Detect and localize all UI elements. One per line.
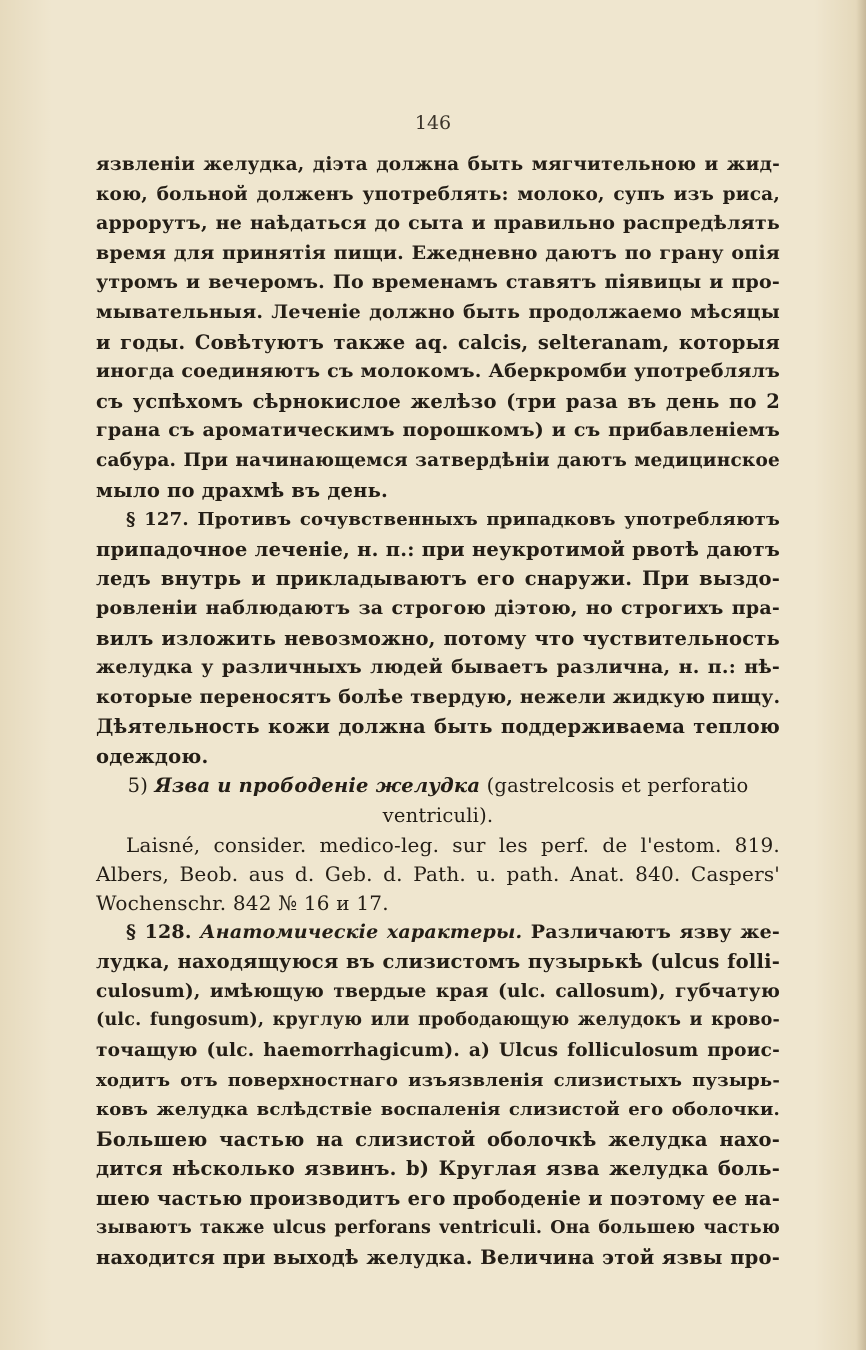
text-line: шею частью производитъ его прободеніе и поэтому ее на- [96,1187,780,1210]
reference-line: Laisné, consider. medico-leg. sur les perf. de l'estom. 819. [126,832,780,857]
page-body [96,150,780,1273]
reference-line: Wochenschr. 842 № 16 и 17. [96,890,389,915]
text-line: ровленіи наблюдаютъ за строгою діэтою, но строгихъ пра- [96,596,780,619]
text-line: иногда соединяютъ съ молокомъ. Аберкромби употреблялъ [96,360,780,383]
text-line: мыло по драхмѣ въ день. [96,478,389,502]
paragraph-127-start: § 127. Противъ сочувственныхъ припадковъ употребляютъ [126,509,780,531]
paragraph-italic-title: Анатомическіе характеры. [200,920,523,943]
section-number: 5) [127,774,149,798]
text-line: сабура. При начинающемся затвердѣніи даютъ медицинское [96,449,780,471]
text-line: желудка у различныхъ людей бываетъ различна, н. п.: нѣ- [96,656,780,679]
text-line: Дѣятельность кожи должна быть поддерживаема теплою [96,715,780,739]
text-line: кою, больной долженъ употреблять: молоко, супъ изъ риса, [96,183,780,205]
text-line: дится нѣсколько язвинъ. b) Круглая язва желудка боль- [96,1157,780,1181]
text-line: зываютъ также ulcus perforans ventriculi. Она большею частью [96,1217,780,1238]
text-line: грана съ ароматическимъ порошкомъ) и съ прибавленіемъ [96,419,780,442]
text-line: находится при выходѣ желудка. Величина этой язвы про- [96,1246,780,1270]
text-line: ходитъ отъ поверхностнаго изъязвленія слизистыхъ пузырь- [96,1069,780,1091]
text-line: утромъ и вечеромъ. По временамъ ставятъ піявицы и про- [96,271,780,294]
text-line: время для принятія пищи. Ежедневно даютъ по грану опія [96,241,780,264]
text-line: мывательныя. Леченіе должно быть продолжаемо мѣсяцы [96,300,780,323]
text-line: точащую (ulc. haemorrhagicum). a) Ulcus folliculosum проис- [96,1040,780,1062]
text-line: аррорутъ, не наѣдаться до сыта и правильно распредѣлять [96,212,780,235]
text-line: припадочное леченіе, н. п.: при неукротимой рвотѣ даютъ [96,537,780,561]
text-line: лудка, находящуюся въ слизистомъ пузырькѣ (ulcus folli- [96,950,780,974]
reference-line: Albers, Beob. aus d. Geb. d. Path. u. path. Anat. 840. Caspers' [96,861,780,886]
text-line: язвленіи желудка, діэта должна быть мягчительною и жид- [96,154,780,175]
text-line: и годы. Совѣтуютъ также aq. calcis, selteranam, которыя [96,330,780,354]
text-line: которые переносятъ болѣе твердую, нежели жидкую пищу. [96,685,781,708]
section-latin-title: (gastrelcosis et perforatio [486,774,749,798]
text-line: (ulc. fungosum), круглую или прободающую желудокъ и крово- [96,1010,780,1031]
section-latin-title-cont: ventriculi). [382,804,494,828]
text-line: ледъ внутрь и прикладываютъ его снаружи. При выздо- [96,567,780,591]
paragraph-128-start [96,918,780,948]
page-edge-shadow [856,0,866,1350]
text-line: вилъ изложить невозможно, потому что чуствительность [96,626,780,650]
section-heading [96,771,780,801]
text-line: Большею частью на слизистой оболочкѣ желудка нахо- [96,1127,780,1151]
text-line: съ успѣхомъ сѣрнокислое желѣзо (три раза въ день по 2 [96,389,780,413]
paragraph-number: § 128. [126,920,192,943]
section-title: Язва и прободеніе желудка [154,774,481,798]
text-line: ковъ желудка вслѣдствіе воспаленія слизистой его оболочки. [96,1099,780,1121]
page-number: 146 [414,112,452,134]
text-line: culosum), имѣющую твердые края (ulc. callosum), губчатую [96,980,780,1002]
text-line: одеждою. [96,744,209,768]
paragraph-text: Различаютъ язву же- [530,920,780,943]
